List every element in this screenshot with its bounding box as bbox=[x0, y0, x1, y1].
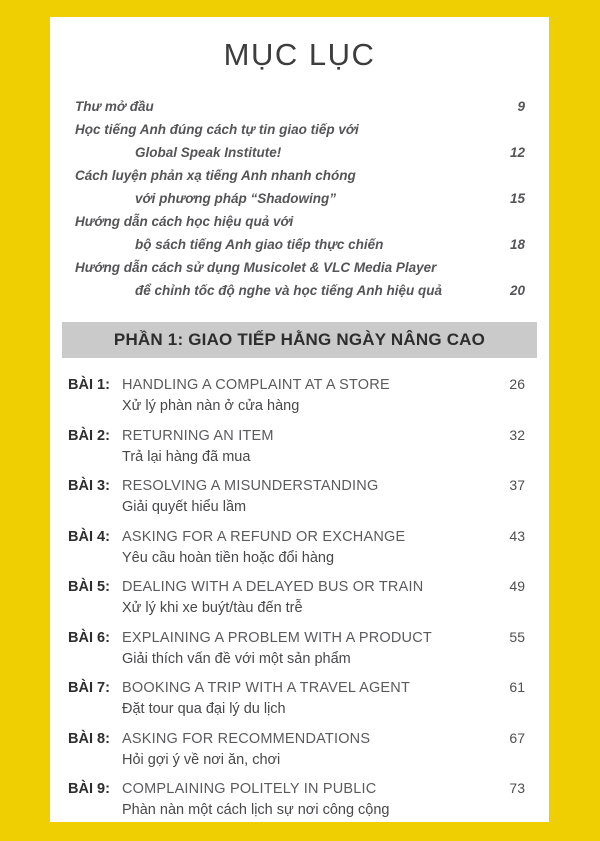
page-title: MỤC LỤC bbox=[223, 37, 376, 72]
lesson-number-label: BÀI 8: bbox=[68, 730, 110, 747]
lesson-number-label: BÀI 7: bbox=[68, 680, 110, 696]
lesson-subtitle: Giải thích vấn đề với một sản phẩm bbox=[122, 650, 351, 667]
lesson-entry bbox=[68, 475, 525, 518]
lesson-subtitle: Phàn nàn một cách lịch sự nơi công cộng bbox=[122, 802, 390, 818]
lesson-subtitle: Trả lại hàng đã mua bbox=[122, 448, 251, 465]
lesson-number-label: BÀI 1: bbox=[68, 377, 110, 393]
lesson-title: ASKING FOR RECOMMENDATIONS bbox=[122, 730, 371, 747]
lesson-page-number: 61 bbox=[509, 679, 525, 695]
lesson-entry bbox=[68, 778, 525, 821]
front-matter-entry-continuation bbox=[75, 233, 525, 256]
entry-page-number: 20 bbox=[509, 283, 525, 298]
lesson-entry bbox=[68, 526, 525, 569]
entry-page-number: 15 bbox=[509, 191, 525, 206]
lesson-entry bbox=[68, 627, 525, 670]
front-matter-entry-continuation bbox=[75, 279, 525, 302]
lesson-page-number: 55 bbox=[509, 628, 525, 645]
lesson-entry bbox=[68, 677, 525, 720]
entry-text: để chỉnh tốc độ nghe và học tiếng Anh hiệu quả bbox=[135, 283, 443, 298]
entry-page-number: 9 bbox=[517, 99, 525, 114]
lesson-title: ASKING FOR A REFUND OR EXCHANGE bbox=[122, 528, 406, 545]
lesson-number-label: BÀI 3: bbox=[68, 478, 110, 494]
lesson-page-number: 26 bbox=[509, 376, 525, 392]
entry-text: Global Speak Institute! bbox=[135, 145, 282, 160]
lesson-number-label: BÀI 4: bbox=[68, 528, 110, 545]
entry-page-number: 18 bbox=[509, 237, 525, 252]
lesson-entry bbox=[68, 374, 525, 417]
lesson-title: EXPLAINING A PROBLEM WITH A PRODUCT bbox=[122, 629, 432, 646]
toc-page bbox=[50, 17, 549, 822]
lesson-entry bbox=[68, 728, 525, 771]
entry-text: Hướng dẫn cách sử dụng Musicolet & VLC Media Player bbox=[75, 260, 437, 275]
front-matter-entry bbox=[75, 256, 525, 279]
front-matter-entry bbox=[75, 118, 525, 141]
entry-text: Hướng dẫn cách học hiệu quả với bbox=[75, 214, 294, 229]
lesson-title: RESOLVING A MISUNDERSTANDING bbox=[122, 478, 379, 494]
lesson-entry bbox=[68, 576, 525, 619]
entry-text: Thư mở đầu bbox=[75, 99, 154, 114]
lesson-subtitle: Xử lý khi xe buýt/tàu đến trễ bbox=[122, 600, 303, 616]
lesson-number-label: BÀI 9: bbox=[68, 781, 110, 797]
lesson-subtitle: Giải quyết hiểu lầm bbox=[122, 499, 247, 515]
lesson-title: HANDLING A COMPLAINT AT A STORE bbox=[122, 377, 390, 393]
entry-text: với phương pháp “Shadowing” bbox=[135, 191, 337, 206]
lesson-page-number: 37 bbox=[509, 477, 525, 493]
entry-text: Học tiếng Anh đúng cách tự tin giao tiếp với bbox=[75, 122, 359, 137]
front-matter-entry bbox=[75, 95, 525, 118]
lesson-list bbox=[50, 374, 549, 821]
lesson-title: RETURNING AN ITEM bbox=[122, 427, 274, 444]
front-matter-entry-continuation bbox=[75, 141, 525, 164]
entry-text: bộ sách tiếng Anh giao tiếp thực chiến bbox=[135, 237, 384, 252]
lesson-subtitle: Đặt tour qua đại lý du lịch bbox=[122, 701, 286, 717]
entry-text: Cách luyện phản xạ tiếng Anh nhanh chóng bbox=[75, 168, 356, 183]
section-heading: PHẦN 1: GIAO TIẾP HẰNG NGÀY NÂNG CAO bbox=[62, 322, 537, 358]
lesson-subtitle: Hỏi gợi ý về nơi ăn, chơi bbox=[122, 751, 281, 768]
lesson-subtitle: Xử lý phàn nàn ở cửa hàng bbox=[122, 398, 300, 414]
lesson-number-label: BÀI 2: bbox=[68, 427, 110, 444]
lesson-subtitle: Yêu cầu hoàn tiền hoặc đổi hàng bbox=[122, 549, 335, 566]
lesson-page-number: 49 bbox=[509, 578, 525, 594]
front-matter-list bbox=[50, 95, 549, 302]
lesson-page-number: 32 bbox=[509, 426, 525, 443]
lesson-number-label: BÀI 5: bbox=[68, 579, 110, 595]
entry-page-number: 12 bbox=[509, 145, 525, 160]
lesson-title: BOOKING A TRIP WITH A TRAVEL AGENT bbox=[122, 680, 411, 696]
lesson-page-number: 43 bbox=[509, 527, 525, 544]
lesson-page-number: 73 bbox=[509, 780, 525, 796]
front-matter-entry-continuation bbox=[75, 187, 525, 210]
front-matter-entry bbox=[75, 164, 525, 187]
lesson-page-number: 67 bbox=[509, 729, 525, 746]
lesson-number-label: BÀI 6: bbox=[68, 629, 110, 646]
lesson-title: COMPLAINING POLITELY IN PUBLIC bbox=[122, 781, 377, 797]
lesson-title: DEALING WITH A DELAYED BUS OR TRAIN bbox=[122, 579, 424, 595]
lesson-entry bbox=[68, 425, 525, 468]
front-matter-entry bbox=[75, 210, 525, 233]
